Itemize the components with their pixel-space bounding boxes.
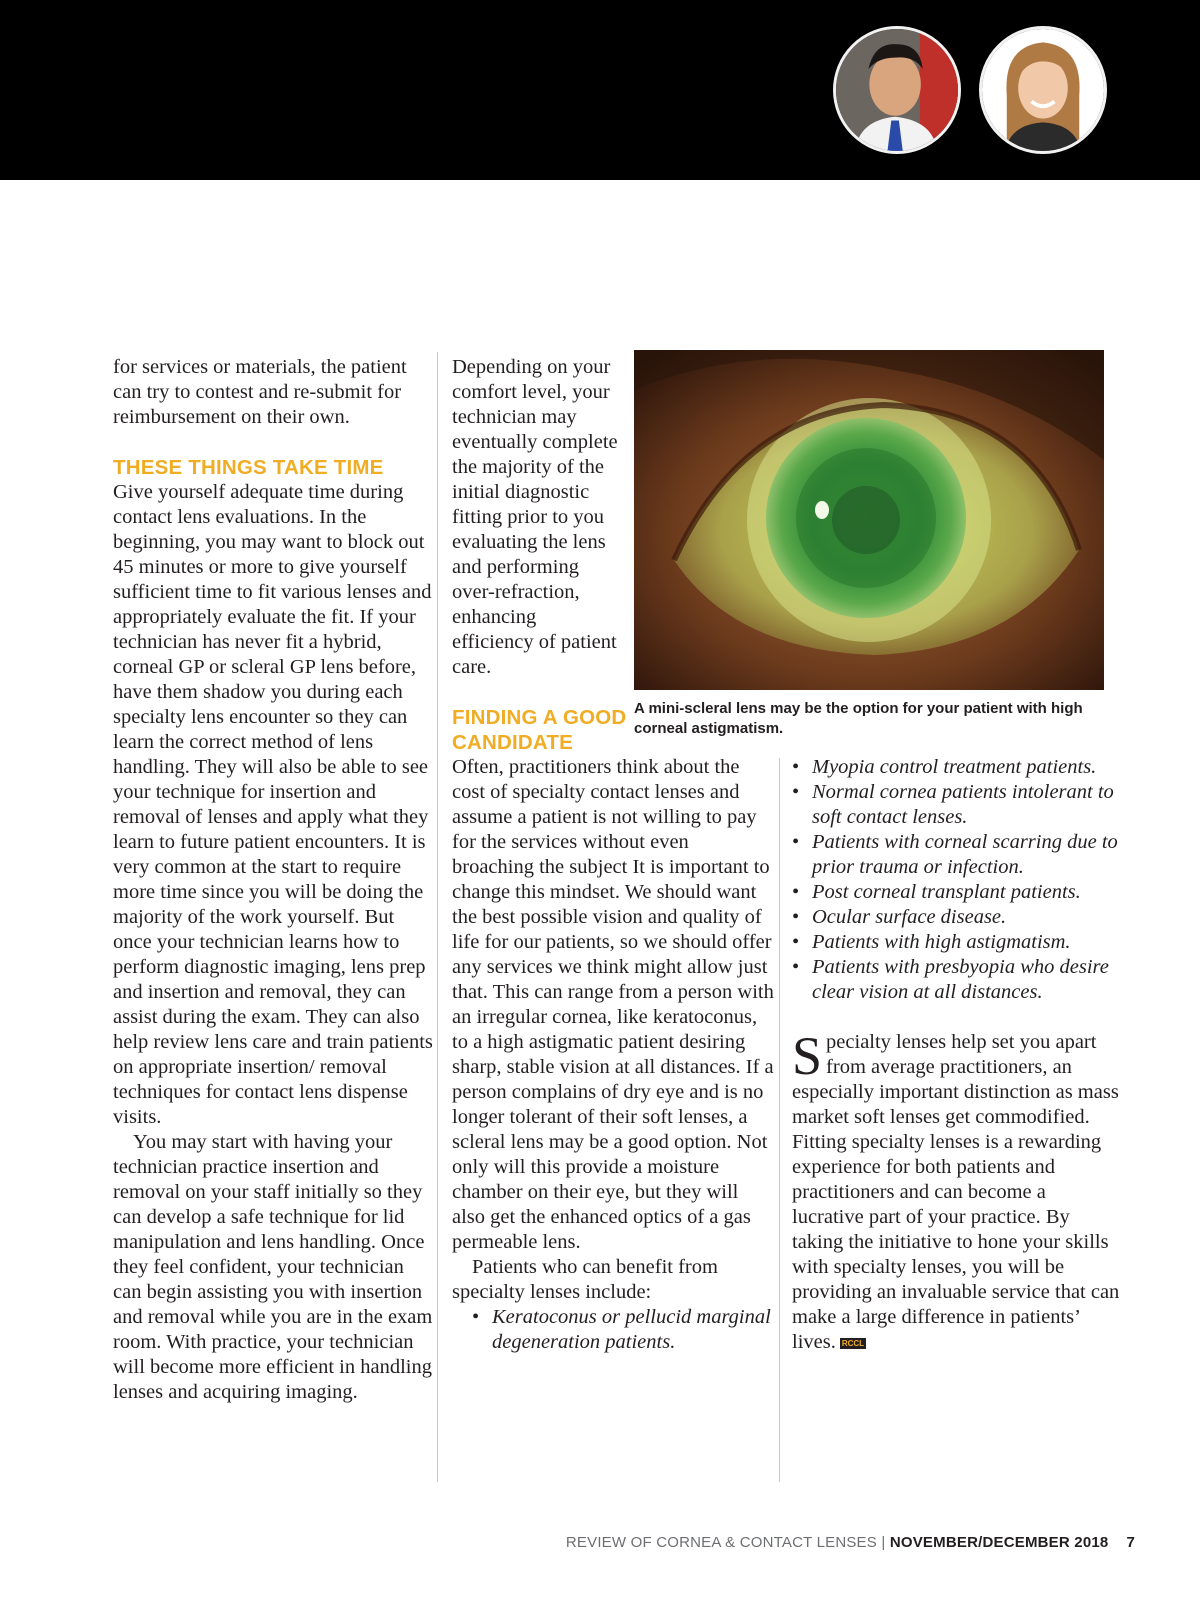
list-item: • Post corneal transplant patients. <box>792 880 1122 905</box>
end-of-article-mark: RCCL <box>841 1338 865 1348</box>
list-item: • Patients with presbyopia who desire clear vision at all distances. <box>792 955 1122 1005</box>
section-heading-take-time: THESE THINGS TAKE TIME <box>113 456 384 479</box>
list-item: • Keratoconus or pellucid marginal degeneration patients. <box>472 1305 774 1355</box>
candidate-list-start <box>472 1305 774 1355</box>
column-divider-2 <box>779 758 780 1482</box>
header-band <box>0 0 1200 180</box>
article-column-3 <box>792 755 1122 1355</box>
column2-body-paragraph-1: Often, practitioners think about the cost of specialty contact lenses and assume a patient is not willing to pay for the services without even broaching the subject It is important to change this mindset. We should want the best possible vision and quality of life for our patients, so we should offer any services we think might allow just that. This can range from a person with an irregular cornea, like keratoconus, to a high astigmatic patient desiring sharp, stable vision at all distances. If a person complains of dry eye and is no longer tolerant of their soft lenses, a scleral lens may be a good option. Not only will this provide a moisture chamber on their eye, but they will also get the enhanced optics of a gas permeable lens. <box>452 756 774 1253</box>
author-portrait-male-image <box>836 29 958 151</box>
spacer <box>113 430 433 455</box>
list-item: • Patients with high astigmatism. <box>792 930 1122 955</box>
author-portrait-female-image <box>982 29 1104 151</box>
list-item: • Normal cornea patients intolerant to soft contact lenses. <box>792 780 1122 830</box>
column2-intro-paragraph: Depending on your comfort level, your technician may eventually complete the majority of the initial diagnostic fitting prior to you evaluating the lens and performing over-refraction, enhancing efficiency of patient care. <box>452 356 618 678</box>
list-item: • Ocular surface disease. <box>792 905 1122 930</box>
eye-photo <box>634 350 1104 690</box>
column1-intro-paragraph: for services or materials, the patient can try to contest and re-submit for reimbursement on their own. <box>113 356 407 428</box>
article-column-1 <box>113 355 433 1405</box>
list-item: • Myopia control treatment patients. <box>792 755 1122 780</box>
closing-text: pecialty lenses help set you apart from average practitioners, an especially important distinction as mass market soft lenses get commodified. Fitting specialty lenses is a rewarding experience for both patients and practitioners and can become a lucrative part of your practice. By taking the initiative to hone your skills with specialty lenses, you will be providing an invaluable service that can make a large difference in patients’ lives. <box>792 1031 1120 1353</box>
candidate-list-continued <box>792 755 1122 1005</box>
column1-body-paragraph-1: Give yourself adequate time during contact lens evaluations. In the beginning, you may want to block out 45 minutes or more to give yourself sufficient time to fit various lenses and appropriately evaluate the fit. If your technician has never fit a hybrid, corneal GP or scleral GP lens before, have them shadow you during each specialty lens encounter so they can learn the correct method of lens handling. They will also be able to see your technique for insertion and removal of lenses and apply what they learn to future patient encounters. It is very common at the start to require more time since you will be doing the majority of the work yourself. But once your technician learns how to perform diagnostic imaging, lens prep and insertion and removal, they can assist during the exam. They can also help review lens care and train patients on appropriate insertion/ removal techniques for contact lens dispense visits. <box>113 481 433 1128</box>
footer-separator: | <box>876 1534 890 1551</box>
spacer <box>792 1005 1122 1030</box>
column-divider-1 <box>437 352 438 1482</box>
column1-body-paragraph-2: You may start with having your technician practice insertion and removal on your staff initially so they can develop a safe technique for lid manipulation and lens handling. Once they feel confident, your technician can begin assisting you with insertion and removal while you are in the exam room. With practice, your technician will become more efficient in handling lenses and acquiring imaging. <box>113 1131 433 1403</box>
issue-date: NOVEMBER/DECEMBER 2018 <box>889 1534 1109 1551</box>
section-heading-good-candidate: FINDING A GOOD CANDIDATE <box>452 706 627 754</box>
list-item: • Patients with corneal scarring due to prior trauma or infection. <box>792 830 1122 880</box>
column2-body-paragraph-2: Patients who can benefit from specialty lenses include: <box>452 1256 718 1303</box>
mini-scleral-lens-image <box>634 350 1104 690</box>
figure-caption: A mini-scleral lens may be the option for your patient with high corneal astigmatism. <box>634 700 1083 737</box>
publication-name: REVIEW OF CORNEA & CONTACT LENSES <box>565 1534 877 1551</box>
page-footer <box>566 1534 1135 1551</box>
closing-paragraph <box>792 1026 1122 1355</box>
author-avatar-female <box>979 26 1107 154</box>
author-avatar-male <box>833 26 961 154</box>
page-number: 7 <box>1126 1534 1135 1551</box>
drop-cap: S <box>792 1026 823 1086</box>
